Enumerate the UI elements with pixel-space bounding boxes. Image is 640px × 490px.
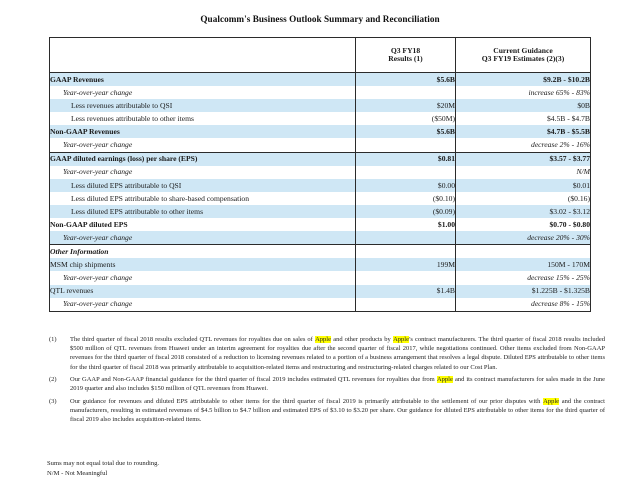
row-label: Less diluted EPS attributable to other items: [50, 205, 356, 218]
row-label: Non-GAAP diluted EPS: [50, 218, 356, 231]
row-value-prior-period: [356, 245, 456, 259]
row-value-prior-period: $20M: [356, 99, 456, 112]
rounding-note: Sums may not equal total due to rounding.: [47, 460, 160, 467]
table-row: [50, 152, 591, 166]
row-label: Less diluted EPS attributable to QSI: [50, 179, 356, 192]
row-value-guidance: $1.225B - $1.325B: [456, 285, 591, 298]
row-value-guidance: $0.01: [456, 179, 591, 192]
row-value-guidance: [456, 245, 591, 259]
row-value-guidance: decrease 2% - 16%: [456, 138, 591, 152]
table-body: [50, 73, 591, 312]
table-header-row: [50, 38, 591, 73]
row-value-guidance: $9.2B - $10.2B: [456, 73, 591, 87]
footnote-text-segment: and other products by: [331, 336, 393, 343]
row-label: GAAP diluted earnings (loss) per share (EPS): [50, 152, 356, 166]
row-value-prior-period: 199M: [356, 258, 456, 271]
row-value-prior-period: $0.00: [356, 179, 456, 192]
column-header-prior-line2: Results (1): [388, 54, 423, 63]
footnote-text: [70, 375, 605, 393]
not-meaningful-note: N/M - Not Meaningful: [47, 470, 108, 478]
footnote-number: (1): [49, 336, 57, 343]
table-row: [50, 231, 591, 245]
row-label: GAAP Revenues: [50, 73, 356, 87]
row-value-prior-period: ($0.10): [356, 192, 456, 205]
row-value-guidance: N/M: [456, 166, 591, 179]
row-value-prior-period: $5.6B: [356, 125, 456, 138]
row-value-guidance: decrease 20% - 30%: [456, 231, 591, 245]
highlighted-term: Apple: [543, 397, 560, 405]
financial-table-container: [49, 37, 590, 312]
row-value-prior-period: [356, 86, 456, 99]
row-label: Year-over-year change: [50, 298, 356, 312]
row-label: Less revenues attributable to other items: [50, 112, 356, 125]
table-row: [50, 258, 591, 271]
table-row: [50, 86, 591, 99]
table-row: [50, 112, 591, 125]
footnote-number: (3): [49, 397, 57, 405]
row-value-prior-period: ($50M): [356, 112, 456, 125]
row-value-prior-period: $5.6B: [356, 73, 456, 87]
row-value-guidance: $3.02 - $3.12: [456, 205, 591, 218]
row-label: Less diluted EPS attributable to share-based compensation: [50, 192, 356, 205]
table-row: [50, 166, 591, 179]
row-value-prior-period: $0.81: [356, 152, 456, 166]
table-row: [50, 298, 591, 312]
table-row: [50, 99, 591, 112]
table-row: [50, 205, 591, 218]
table-header: [50, 38, 591, 73]
row-value-guidance: 150M - 170M: [456, 258, 591, 271]
row-value-prior-period: [356, 271, 456, 284]
row-value-guidance: $0B: [456, 99, 591, 112]
closing-notes: [47, 459, 159, 479]
column-header-prior-period: [356, 38, 456, 73]
footnote-text-segment: Our guidance for revenues and diluted EPS attributable to other items for the third quarter of fiscal 2019 is primarily attributable to the settlement of our prior disputes with: [70, 397, 543, 405]
row-value-prior-period: [356, 231, 456, 245]
row-label: MSM chip shipments: [50, 258, 356, 271]
row-value-prior-period: [356, 298, 456, 312]
row-value-prior-period: [356, 166, 456, 179]
column-header-prior-line1: Q3 FY18: [390, 46, 421, 56]
row-label: QTL revenues: [50, 285, 356, 298]
footnote-text-segment: and the contract manufacturers, resulting in estimated revenues of $4.5 billion to $4.7 billion and estimated EPS of $3.10 to $3.20 per share. Our guidance for diluted EPS attributable to other items for the third quarter of fiscal 2019 also includes acquisition-related items.: [70, 397, 605, 424]
column-header-guidance: [456, 38, 591, 73]
footnote-text: [70, 397, 605, 425]
footnote-text-segment: Our GAAP and Non-GAAP financial guidance for the third quarter of fiscal 2019 includes estimated QTL revenues for royalties due from: [70, 376, 437, 384]
row-value-guidance: decrease 15% - 25%: [456, 271, 591, 284]
table-row: [50, 125, 591, 138]
footnote-item: [49, 335, 605, 372]
row-label: Year-over-year change: [50, 166, 356, 179]
row-value-guidance: $3.57 - $3.77: [456, 152, 591, 166]
highlighted-term: Apple: [393, 336, 409, 343]
column-header-guidance-line1: Current Guidance: [493, 46, 553, 56]
footnote-text: [70, 335, 605, 372]
footnote-text-segment: and its contract manufacturers for sales made in the June 2019 quarter and also includes $150 million of QTL revenues from Huawei.: [70, 376, 605, 393]
page-title: Qualcomm's Business Outlook Summary and Reconciliation: [200, 14, 440, 24]
business-outlook-table: [49, 37, 591, 312]
highlighted-term: Apple: [315, 336, 331, 343]
row-label: Year-over-year change: [50, 271, 356, 284]
row-value-prior-period: [356, 138, 456, 152]
table-row: [50, 271, 591, 284]
table-row: [50, 245, 591, 259]
footnote-item: [49, 375, 605, 393]
table-row: [50, 179, 591, 192]
row-value-guidance: decrease 8% - 15%: [456, 298, 591, 312]
row-value-guidance: $0.70 - $0.80: [456, 218, 591, 231]
row-label: Year-over-year change: [50, 138, 356, 152]
row-label: Other Information: [50, 245, 356, 259]
column-header-guidance-line2: Q3 FY19 Estimates (2)(3): [481, 54, 565, 63]
table-row: [50, 218, 591, 231]
footnote-text-segment: The third quarter of fiscal 2018 results excluded QTL revenues for royalties due on sales of: [70, 336, 315, 343]
footnotes-list: [49, 335, 605, 428]
row-label: Non-GAAP Revenues: [50, 125, 356, 138]
row-value-guidance: increase 65% - 83%: [456, 86, 591, 99]
table-row: [50, 138, 591, 152]
row-value-prior-period: $1.00: [356, 218, 456, 231]
row-value-guidance: $4.7B - $5.5B: [456, 125, 591, 138]
row-label: Less revenues attributable to QSI: [50, 99, 356, 112]
table-row: [50, 73, 591, 87]
row-value-prior-period: ($0.09): [356, 205, 456, 218]
footnote-text-segment: 's contract manufacturers. The third quarter of fiscal 2018 results included $500 million of QTL revenues from Huawei under an interim agreement for royalties due after the second quarter of fiscal 2017, while negotiations continued. Other items excluded from Non-GAAP revenues for the third quarter of fiscal 2018 consisted of a reduction to licensing revenues related to a portion of a business arrangement that resolves a legal dispute. Diluted EPS attributable to other items for the third quarter of fiscal 2018 was primarily attributable to acquisition-related items and restructuring and restructuring-related charges related to our Cost Plan.: [70, 336, 605, 371]
table-row: [50, 192, 591, 205]
row-label: Year-over-year change: [50, 231, 356, 245]
row-value-guidance: ($0.16): [456, 192, 591, 205]
row-label: Year-over-year change: [50, 86, 356, 99]
footnote-item: [49, 397, 605, 425]
column-header-label: [50, 38, 356, 73]
table-row: [50, 285, 591, 298]
row-value-prior-period: $1.4B: [356, 285, 456, 298]
highlighted-term: Apple: [436, 376, 453, 384]
row-value-guidance: $4.5B - $4.7B: [456, 112, 591, 125]
footnote-number: (2): [49, 376, 57, 384]
